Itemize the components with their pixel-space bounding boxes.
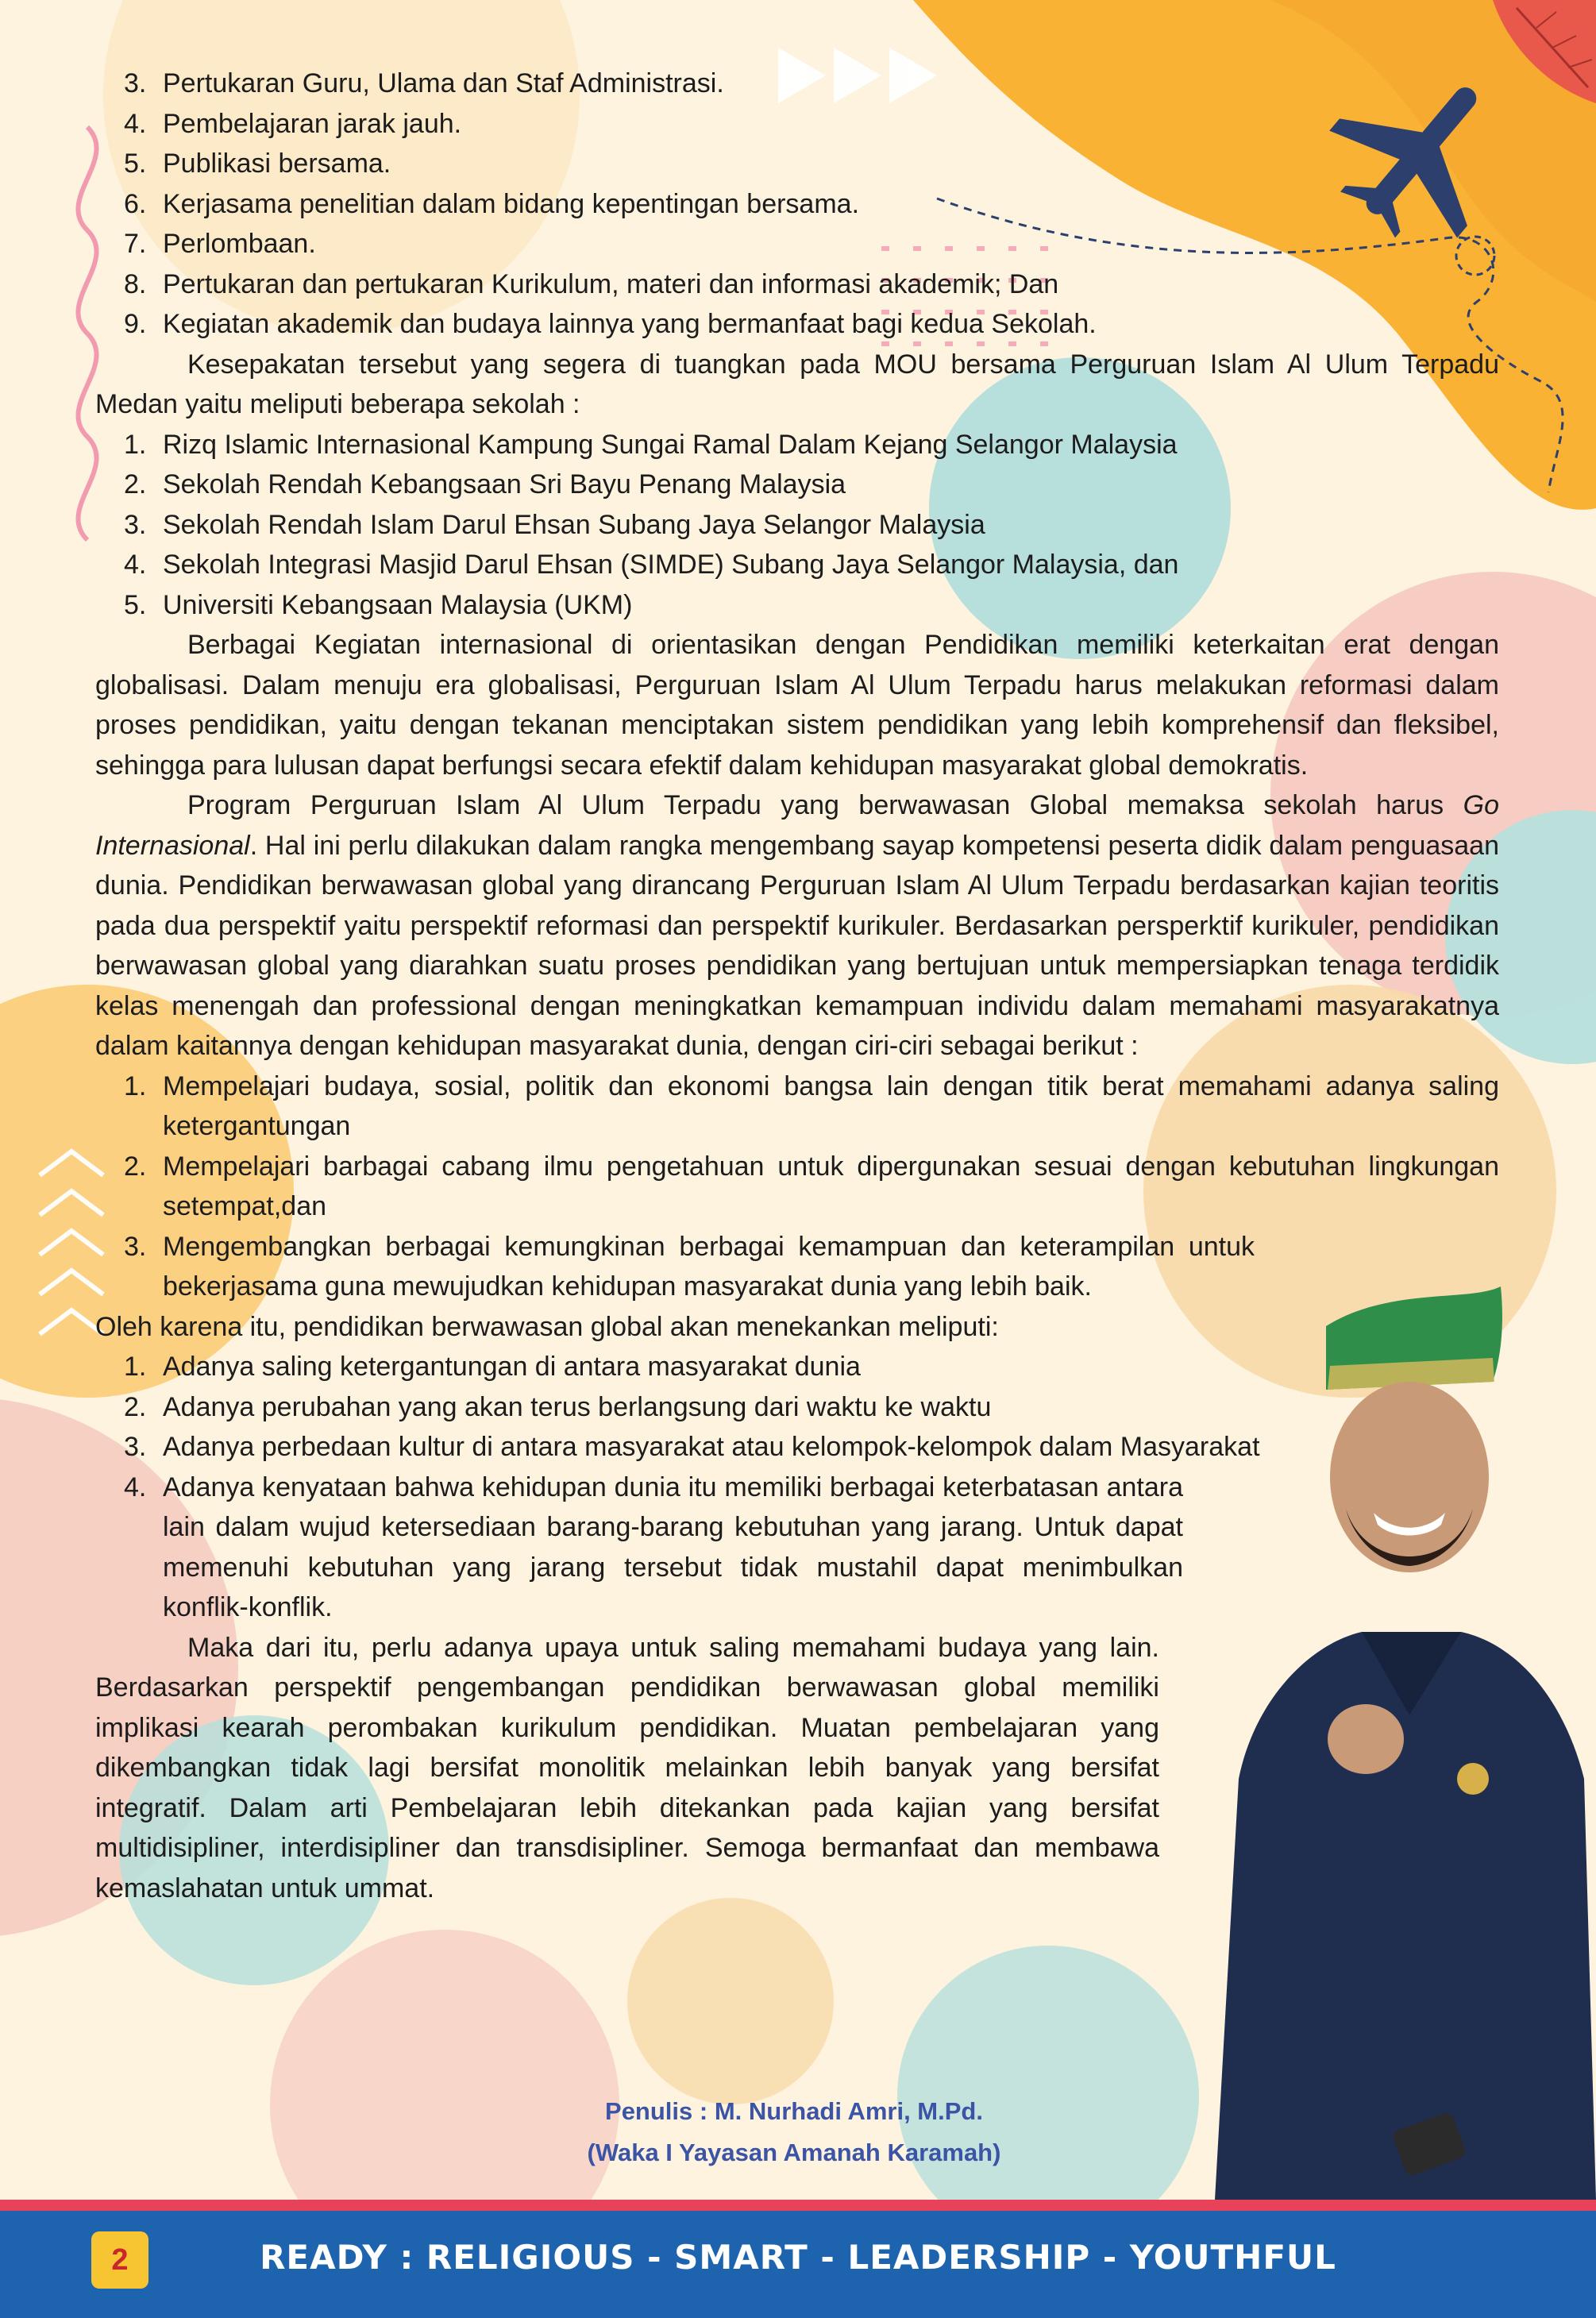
list-item: 1. Rizq Islamic Internasional Kampung Sungai Ramal Dalam Kejang Selangor Malaysia xyxy=(124,429,1178,460)
author-name: Penulis : M. Nurhadi Amri, M.Pd. xyxy=(605,2097,983,2125)
list-partner-schools xyxy=(95,425,1499,626)
list-item: 4. Adanya kenyataan bahwa kehidupan dunia itu memiliki berbagai keterbatasan antara lain dalam wujud ketersediaan barang-barang kebutuhan yang jarang. Untuk dapat memenuhi kebutuhan yang jarang tersebut tidak mustahil dapat menimbulkan konflik-konflik. xyxy=(124,1471,1183,1622)
list-item: 3. Mengembangkan berbagai kemungkinan berbagai kemampuan dan keterampilan untuk bekerjasama guna mewujudkan kehidupan masyarakat dunia yang lebih baik. xyxy=(124,1231,1255,1302)
list-item: 3. Pertukaran Guru, Ulama dan Staf Administrasi. xyxy=(124,68,724,98)
paragraph-oleh-karena-itu: Oleh karena itu, pendidikan berwawasan global akan menekankan meliputi: xyxy=(95,1311,999,1342)
list-item: 2. Sekolah Rendah Kebangsaan Sri Bayu Penang Malaysia xyxy=(124,469,846,499)
author-position: (Waka I Yayasan Amanah Karamah) xyxy=(587,2139,1001,2166)
list-item: 1. Adanya saling ketergantungan di antara masyarakat dunia xyxy=(124,1352,861,1382)
list-item: 8. Pertukaran dan pertukaran Kurikulum, materi dan informasi akademik; Dan xyxy=(124,268,1059,299)
list-characteristics xyxy=(95,1066,1499,1307)
list-item: 1. Mempelajari budaya, sosial, politik dan ekonomi bangsa lain dengan titik berat memahami adanya saling ketergantungan xyxy=(124,1070,1499,1141)
footer-motto: READY : RELIGIOUS - SMART - LEADERSHIP - YOUTHFUL xyxy=(260,2238,1336,2277)
list-item: 7. Perlombaan. xyxy=(124,229,316,259)
list-item: 4. Sekolah Integrasi Masjid Darul Ehsan (SIMDE) Subang Jaya Selangor Malaysia, dan xyxy=(124,550,1179,580)
list-item: 3. Sekolah Rendah Islam Darul Ehsan Subang Jaya Selangor Malaysia xyxy=(124,509,985,540)
list-item: 5. Publikasi bersama. xyxy=(124,148,391,179)
list-item: 4. Pembelajaran jarak jauh. xyxy=(124,108,462,139)
paragraph-program: Program Perguruan Islam Al Ulum Terpadu yang berwawasan Global memaksa sekolah harus Go Internasional. Hal ini perlu dilakukan dalam rangka mengembang sayap kompetensi peserta didik dalam penguasaan dunia. Pendidikan berwawasan global yang dirancang Perguruan Islam Al Ulum Terpadu berdasarkan kajian teoritis pada dua perspektif yaitu perspektif reformasi dan perspektif kurikuler. Berdasarkan persperktif kurikuler, pendidikan berwawasan global yang diarahkan suatu proses pendidikan yang bertujuan untuk mempersiapkan tenaga terdidik kelas menengah dan professional dengan meningkatkan kemampuan individu dalam memahami masyarakatnya dalam kaitannya dengan kehidupan masyarakat dunia, dengan ciri-ciri sebagai berikut : xyxy=(95,790,1499,1061)
list-item: 2. Mempelajari barbagai cabang ilmu pengetahuan untuk dipergunakan sesuai dengan kebutuhan lingkungan setempat,dan xyxy=(124,1151,1499,1221)
list-item: 3. Adanya perbedaan kultur di antara masyarakat atau kelompok-kelompok dalam Masyarakat xyxy=(124,1432,1260,1462)
list-item: 2. Adanya perubahan yang akan terus berlangsung dari waktu ke waktu xyxy=(124,1391,992,1422)
list-item: 5. Universiti Kebangsaan Malaysia (UKM) xyxy=(124,589,633,620)
list-item: 6. Kerjasama penelitian dalam bidang kepentingan bersama. xyxy=(124,188,860,219)
paragraph-globalisasi: Berbagai Kegiatan internasional di orientasikan dengan Pendidikan memiliki keterkaitan erat dengan globalisasi. Dalam menuju era globalisasi, Perguruan Islam Al Ulum Terpadu harus melakukan reformasi dalam proses pendidikan, yaitu dengan tekanan menciptakan sistem pendidikan yang lebih komprehensif dan fleksibel, sehingga para lulusan dapat berfungsi secara efektif dalam kehidupan masyarakat global demokratis. xyxy=(95,630,1499,781)
list-cooperation-points xyxy=(95,64,1499,345)
author-credit xyxy=(476,2091,1112,2173)
footer-bar xyxy=(0,2211,1596,2318)
article-body xyxy=(95,64,1499,1908)
footer-stripe xyxy=(0,2200,1596,2211)
paragraph-closing: Maka dari itu, perlu adanya upaya untuk saling memahami budaya yang lain. Berdasarkan perspektif pengembangan pendidikan berwawasan global memiliki implikasi kearah perombakan kurikulum pendidikan. Muatan pembelajaran yang dikembangkan tidak lagi bersifat monolitik melainkan lebih banyak yang bersifat integratif. Dalam arti Pembelajaran lebih ditekankan pada kajian yang bersifat multidisipliner, interdisipliner dan transdisipliner. Semoga bermanfaat dan membawa kemaslahatan untuk ummat. xyxy=(95,1632,1159,1903)
paragraph-mou: Kesepakatan tersebut yang segera di tuangkan pada MOU bersama Perguruan Islam Al Ulum Terpadu Medan yaitu meliputi beberapa sekolah : xyxy=(95,349,1499,419)
list-emphasis-points xyxy=(95,1347,1499,1628)
page-number: 2 xyxy=(91,2231,148,2289)
list-item: 9. Kegiatan akademik dan budaya lainnya yang bermanfaat bagi kedua Sekolah. xyxy=(124,309,1097,339)
